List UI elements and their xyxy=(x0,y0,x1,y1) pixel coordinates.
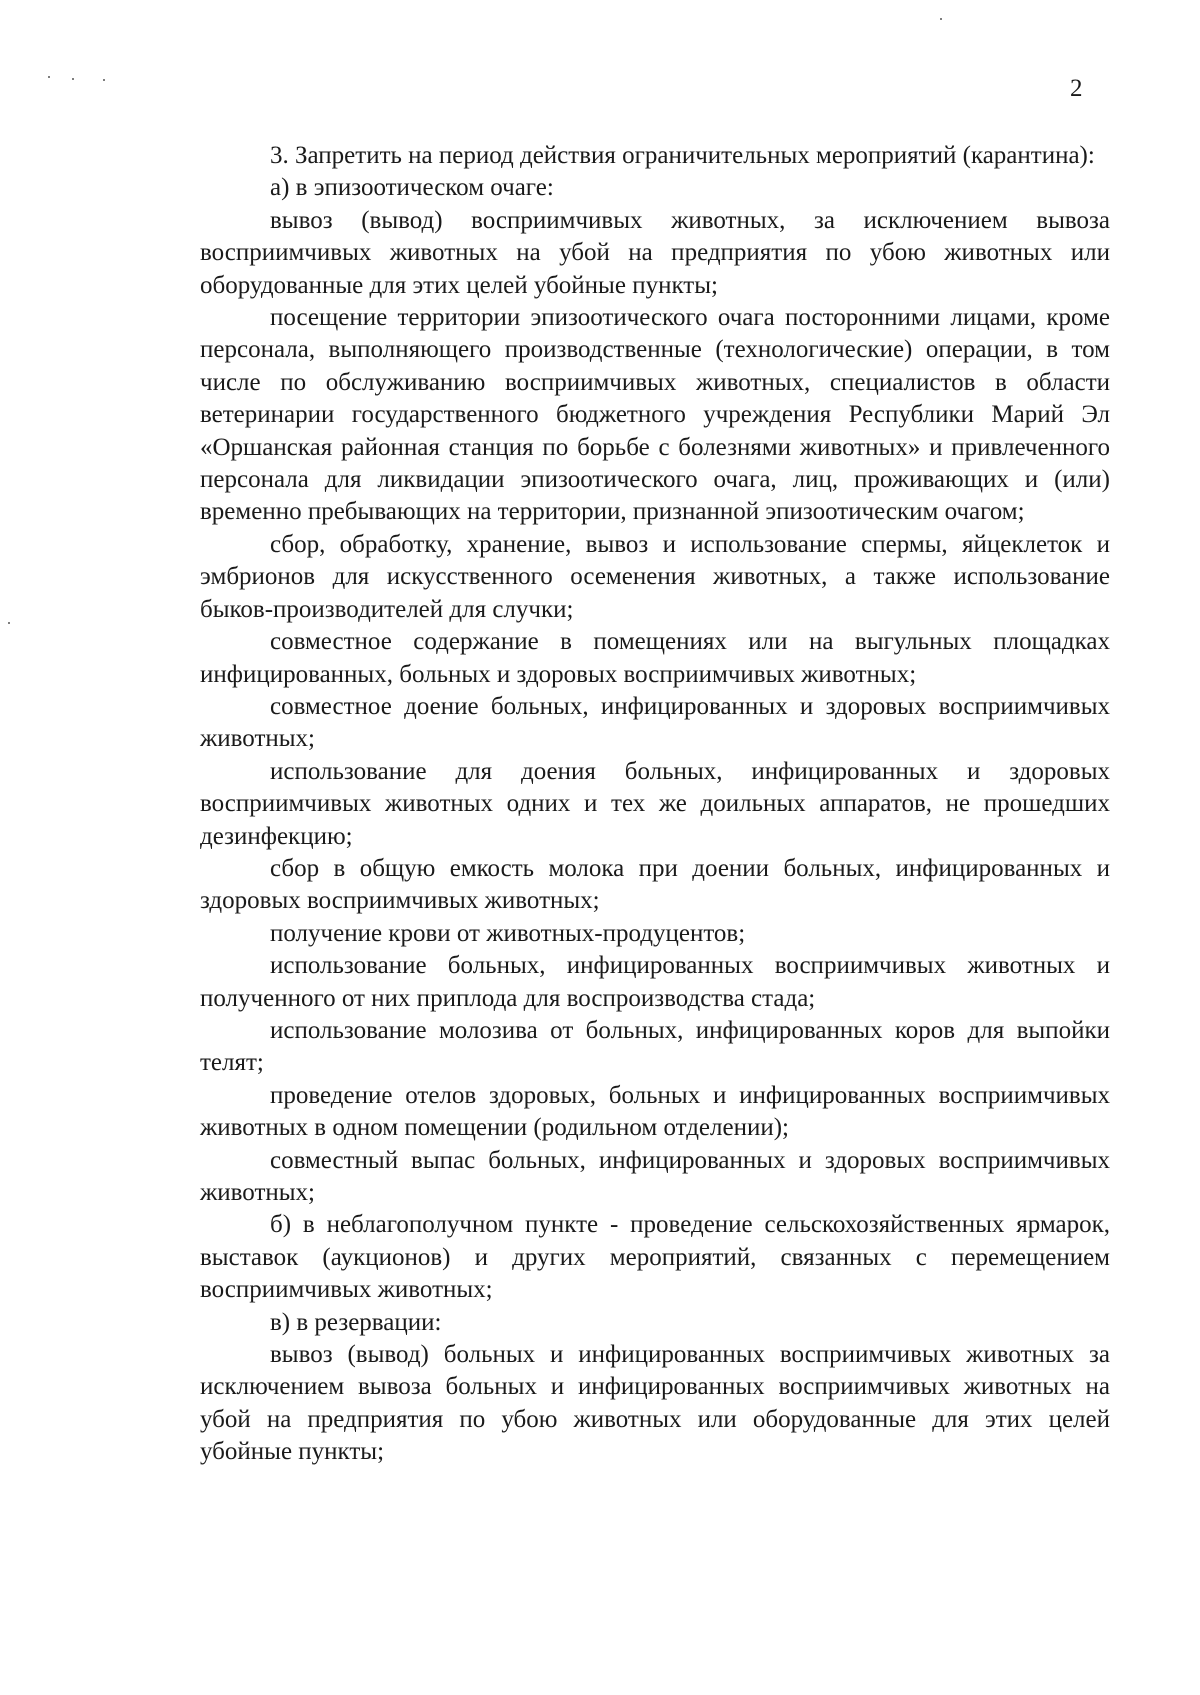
paragraph-subclause-a: а) в эпизоотическом очаге: xyxy=(270,174,554,202)
document-body xyxy=(200,140,1110,1469)
paragraph: использование молозива от больных, инфицированных коров для выпойки телят; xyxy=(200,1016,1110,1077)
scan-speck xyxy=(48,76,50,78)
paragraph: совместный выпас больных, инфицированных и здоровых восприимчивых животных; xyxy=(200,1146,1110,1206)
paragraph: вывоз (вывод) восприимчивых животных, за исключением вывоза восприимчивых животных на убой на предприятия по убою животных или оборудованные для этих целей убойные пункты; xyxy=(200,206,1110,299)
paragraph: сбор в общую емкость молока при доении больных, инфицированных и здоровых восприимчивых животных; xyxy=(200,854,1110,915)
paragraph: совместное содержание в помещениях или на выгульных площадках инфицированных, больных и здоровых восприимчивых животных; xyxy=(200,628,1110,688)
paragraph: проведение отелов здоровых, больных и инфицированных восприимчивых животных в одном помещении (родильном отделении); xyxy=(200,1081,1110,1142)
paragraph: сбор, обработку, хранение, вывоз и использование спермы, яйцеклеток и эмбрионов для искусственного осеменения животных, а также использование быков-производителей для случки; xyxy=(200,530,1110,623)
paragraph-subclause-v: в) в резервации: xyxy=(270,1308,442,1336)
paragraph-subclause-b: б) в неблагополучном пункте - проведение сельскохозяйственных ярмарок, выставок (аукционов) и других мероприятий, связанных с перемещением восприимчивых животных; xyxy=(200,1211,1110,1304)
paragraph: использование больных, инфицированных восприимчивых животных и полученного от них приплода для воспроизводства стада; xyxy=(200,952,1110,1012)
scan-speck xyxy=(72,78,74,80)
paragraph: получение крови от животных-продуцентов; xyxy=(270,919,746,947)
paragraph: совместное доение больных, инфицированных и здоровых восприимчивых животных; xyxy=(200,692,1110,753)
paragraph: посещение территории эпизоотического очага посторонними лицами, кроме персонала, выполняющего производственные (технологические) операции, в том числе по обслуживанию восприимчивых животных, специалистов в области ветеринарии государственного бюджетного учреждения Республики Марий Эл «Оршанская районная станция по борьбе с болезнями животных» и привлеченного персонала для ликвидации эпизоотического очага, лиц, проживающих и (или) временно пребывающих на территории, признанной эпизоотическим очагом; xyxy=(200,304,1110,526)
paragraph: использование для доения больных, инфицированных и здоровых восприимчивых животных одних и тех же доильных аппаратов, не прошедших дезинфекцию; xyxy=(200,757,1110,850)
paragraph-clause-3: 3. Запретить на период действия ограничительных мероприятий (карантина): xyxy=(270,142,1095,169)
scan-speck xyxy=(940,18,942,20)
paragraph: вывоз (вывод) больных и инфицированных восприимчивых животных за исключением вывоза больных и инфицированных восприимчивых животных на убой на предприятия по убою животных или оборудованные для этих целей убойные пункты; xyxy=(200,1341,1110,1466)
scan-speck xyxy=(103,79,105,81)
page-number: 2 xyxy=(1070,75,1083,102)
scan-speck xyxy=(8,622,10,624)
